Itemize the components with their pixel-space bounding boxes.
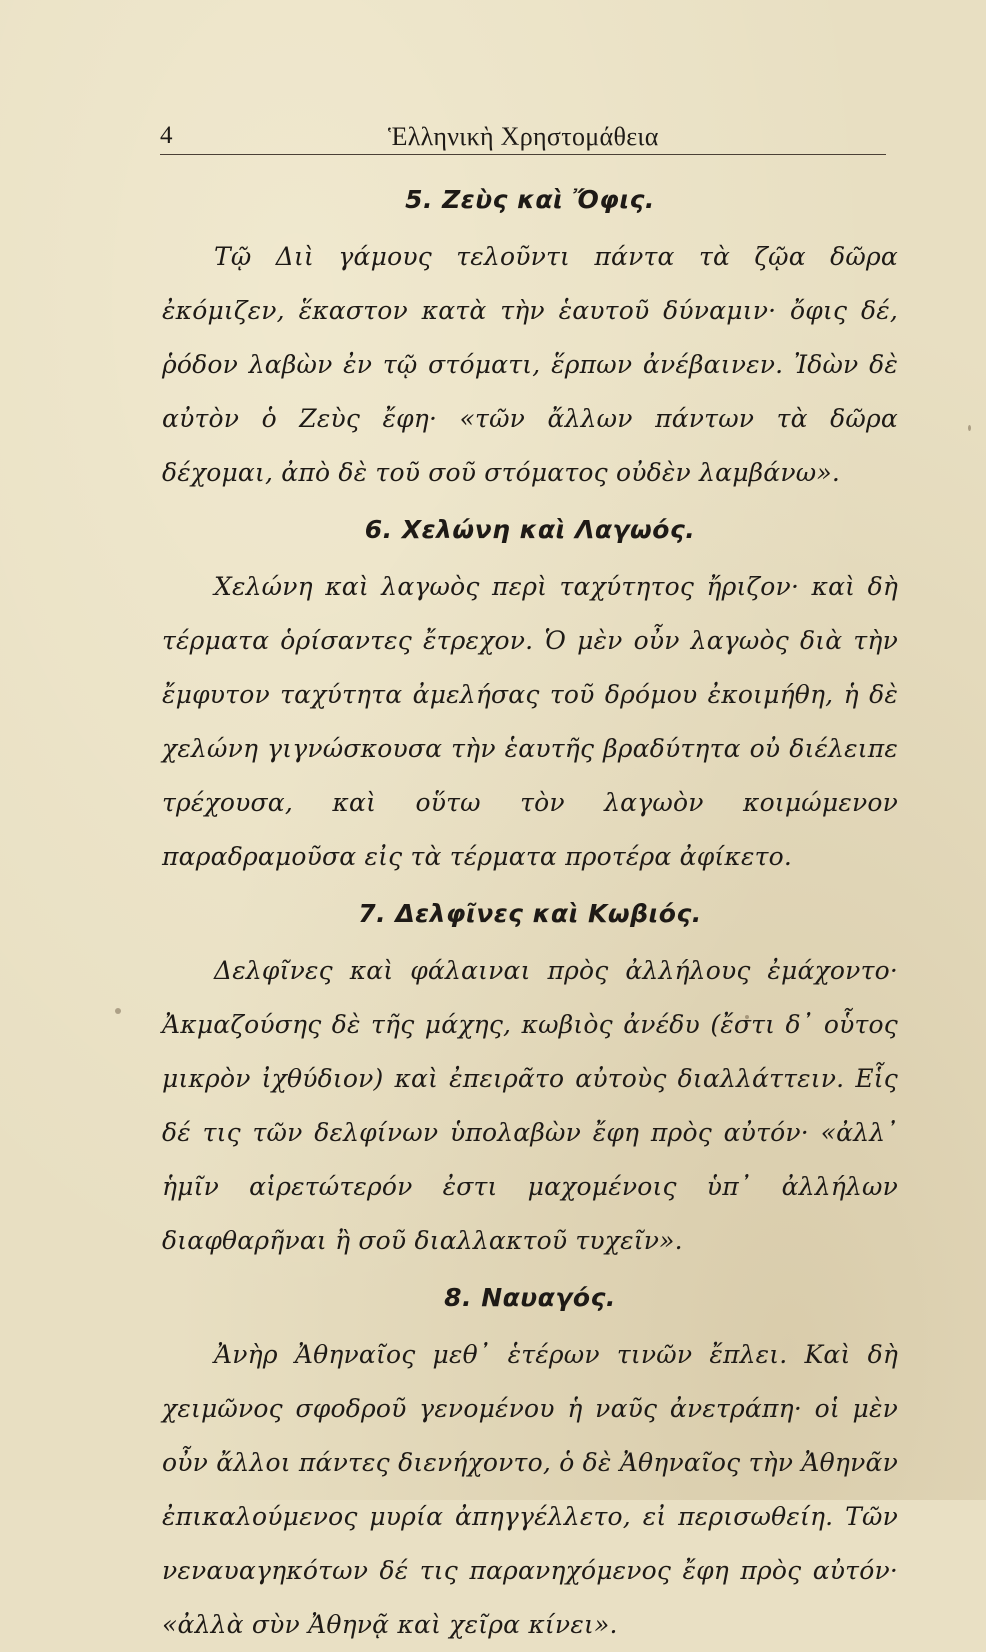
paper-speck xyxy=(115,1008,121,1014)
running-title: Ἑλληνικὴ Χρηστομάθεια xyxy=(388,122,659,151)
section-title: 7. Δελφῖνες καὶ Κωβιός. xyxy=(358,899,702,928)
section-text: Τῷ Διὶ γάμους τελοῦντι πάντα τὰ ζῷα δῶρα ἐκόμιζεν, ἕκαστον κατὰ τὴν ἑαυτοῦ δύναμιν· ὄφις δέ, ῥόδον λαβὼν ἐν τῷ στόματι, ἕρπων ἀνέβαινεν. Ἰδὼν δὲ αὐτὸν ὁ Ζεὺς ἔφη· «τῶν ἄλλων πάντων τὰ δῶρα δέχομαι, ἀπὸ δὲ τοῦ σοῦ στόματος οὐδὲν λαμβάνω». xyxy=(162,242,898,487)
section-title: 5. Ζεὺς καὶ Ὄφις. xyxy=(405,185,655,214)
paper-speck xyxy=(968,425,971,431)
header-rule xyxy=(160,154,886,155)
page-number: 4 xyxy=(160,122,173,149)
section-text: Δελφῖνες καὶ φάλαιναι πρὸς ἀλλήλους ἐμάχοντο· Ἀκμαζούσης δὲ τῆς μάχης, κωβιὸς ἀνέδυ (ἔστι δ᾽ οὗτος μικρὸν ἰχθύδιον) καὶ ἐπειρᾶτο αὐτοὺς διαλλάττειν. Εἷς δέ τις τῶν δελφίνων ὑπολαβὼν ἔφη πρὸς αὐτόν· «ἀλλ᾽ ἡμῖν αἱρετώτερόν ἐστι μαχομένοις ὑπ᾽ ἀλλήλων διαφθαρῆναι ἢ σοῦ διαλλακτοῦ τυχεῖν». xyxy=(162,956,898,1255)
section-title: 8. Ναυαγός. xyxy=(444,1283,616,1312)
paper-speck xyxy=(745,1015,749,1019)
page-content xyxy=(162,170,898,1652)
fable-5 xyxy=(162,170,898,500)
section-text: Ἀνὴρ Ἀθηναῖος μεθ᾽ ἑτέρων τινῶν ἔπλει. Καὶ δὴ χειμῶνος σφοδροῦ γενομένου ἡ ναῦς ἀνετράπη· οἱ μὲν οὖν ἄλλοι πάντες διενήχοντο, ὁ δὲ Ἀθηναῖος τὴν Ἀθηνᾶν ἐπικαλούμενος μυρία ἀπηγγέλλετο, εἰ περισωθείη. Τῶν νεναυαγηκότων δέ τις παρανηχόμενος ἔφη πρὸς αὐτόν· «ἀλλὰ σὺν Ἀθηνᾷ καὶ χεῖρα κίνει». xyxy=(162,1340,898,1639)
fable-6 xyxy=(162,500,898,884)
section-text: Χελώνη καὶ λαγωὸς περὶ ταχύτητος ἤριζον· καὶ δὴ τέρματα ὁρίσαντες ἔτρεχον. Ὁ μὲν οὖν λαγωὸς διὰ τὴν ἔμφυτον ταχύτητα ἀμελήσας τοῦ δρόμου ἐκοιμήθη, ἡ δὲ χελώνη γιγνώσκουσα τὴν ἑαυτῆς βραδύτητα οὐ διέλειπε τρέχουσα, καὶ οὕτω τὸν λαγωὸν κοιμώμενον παραδραμοῦσα εἰς τὰ τέρματα προτέρα ἀφίκετο. xyxy=(162,572,898,871)
section-title: 6. Χελώνη καὶ Λαγωός. xyxy=(364,515,696,544)
fable-7 xyxy=(162,884,898,1268)
page-header xyxy=(160,118,890,158)
fable-8 xyxy=(162,1268,898,1652)
